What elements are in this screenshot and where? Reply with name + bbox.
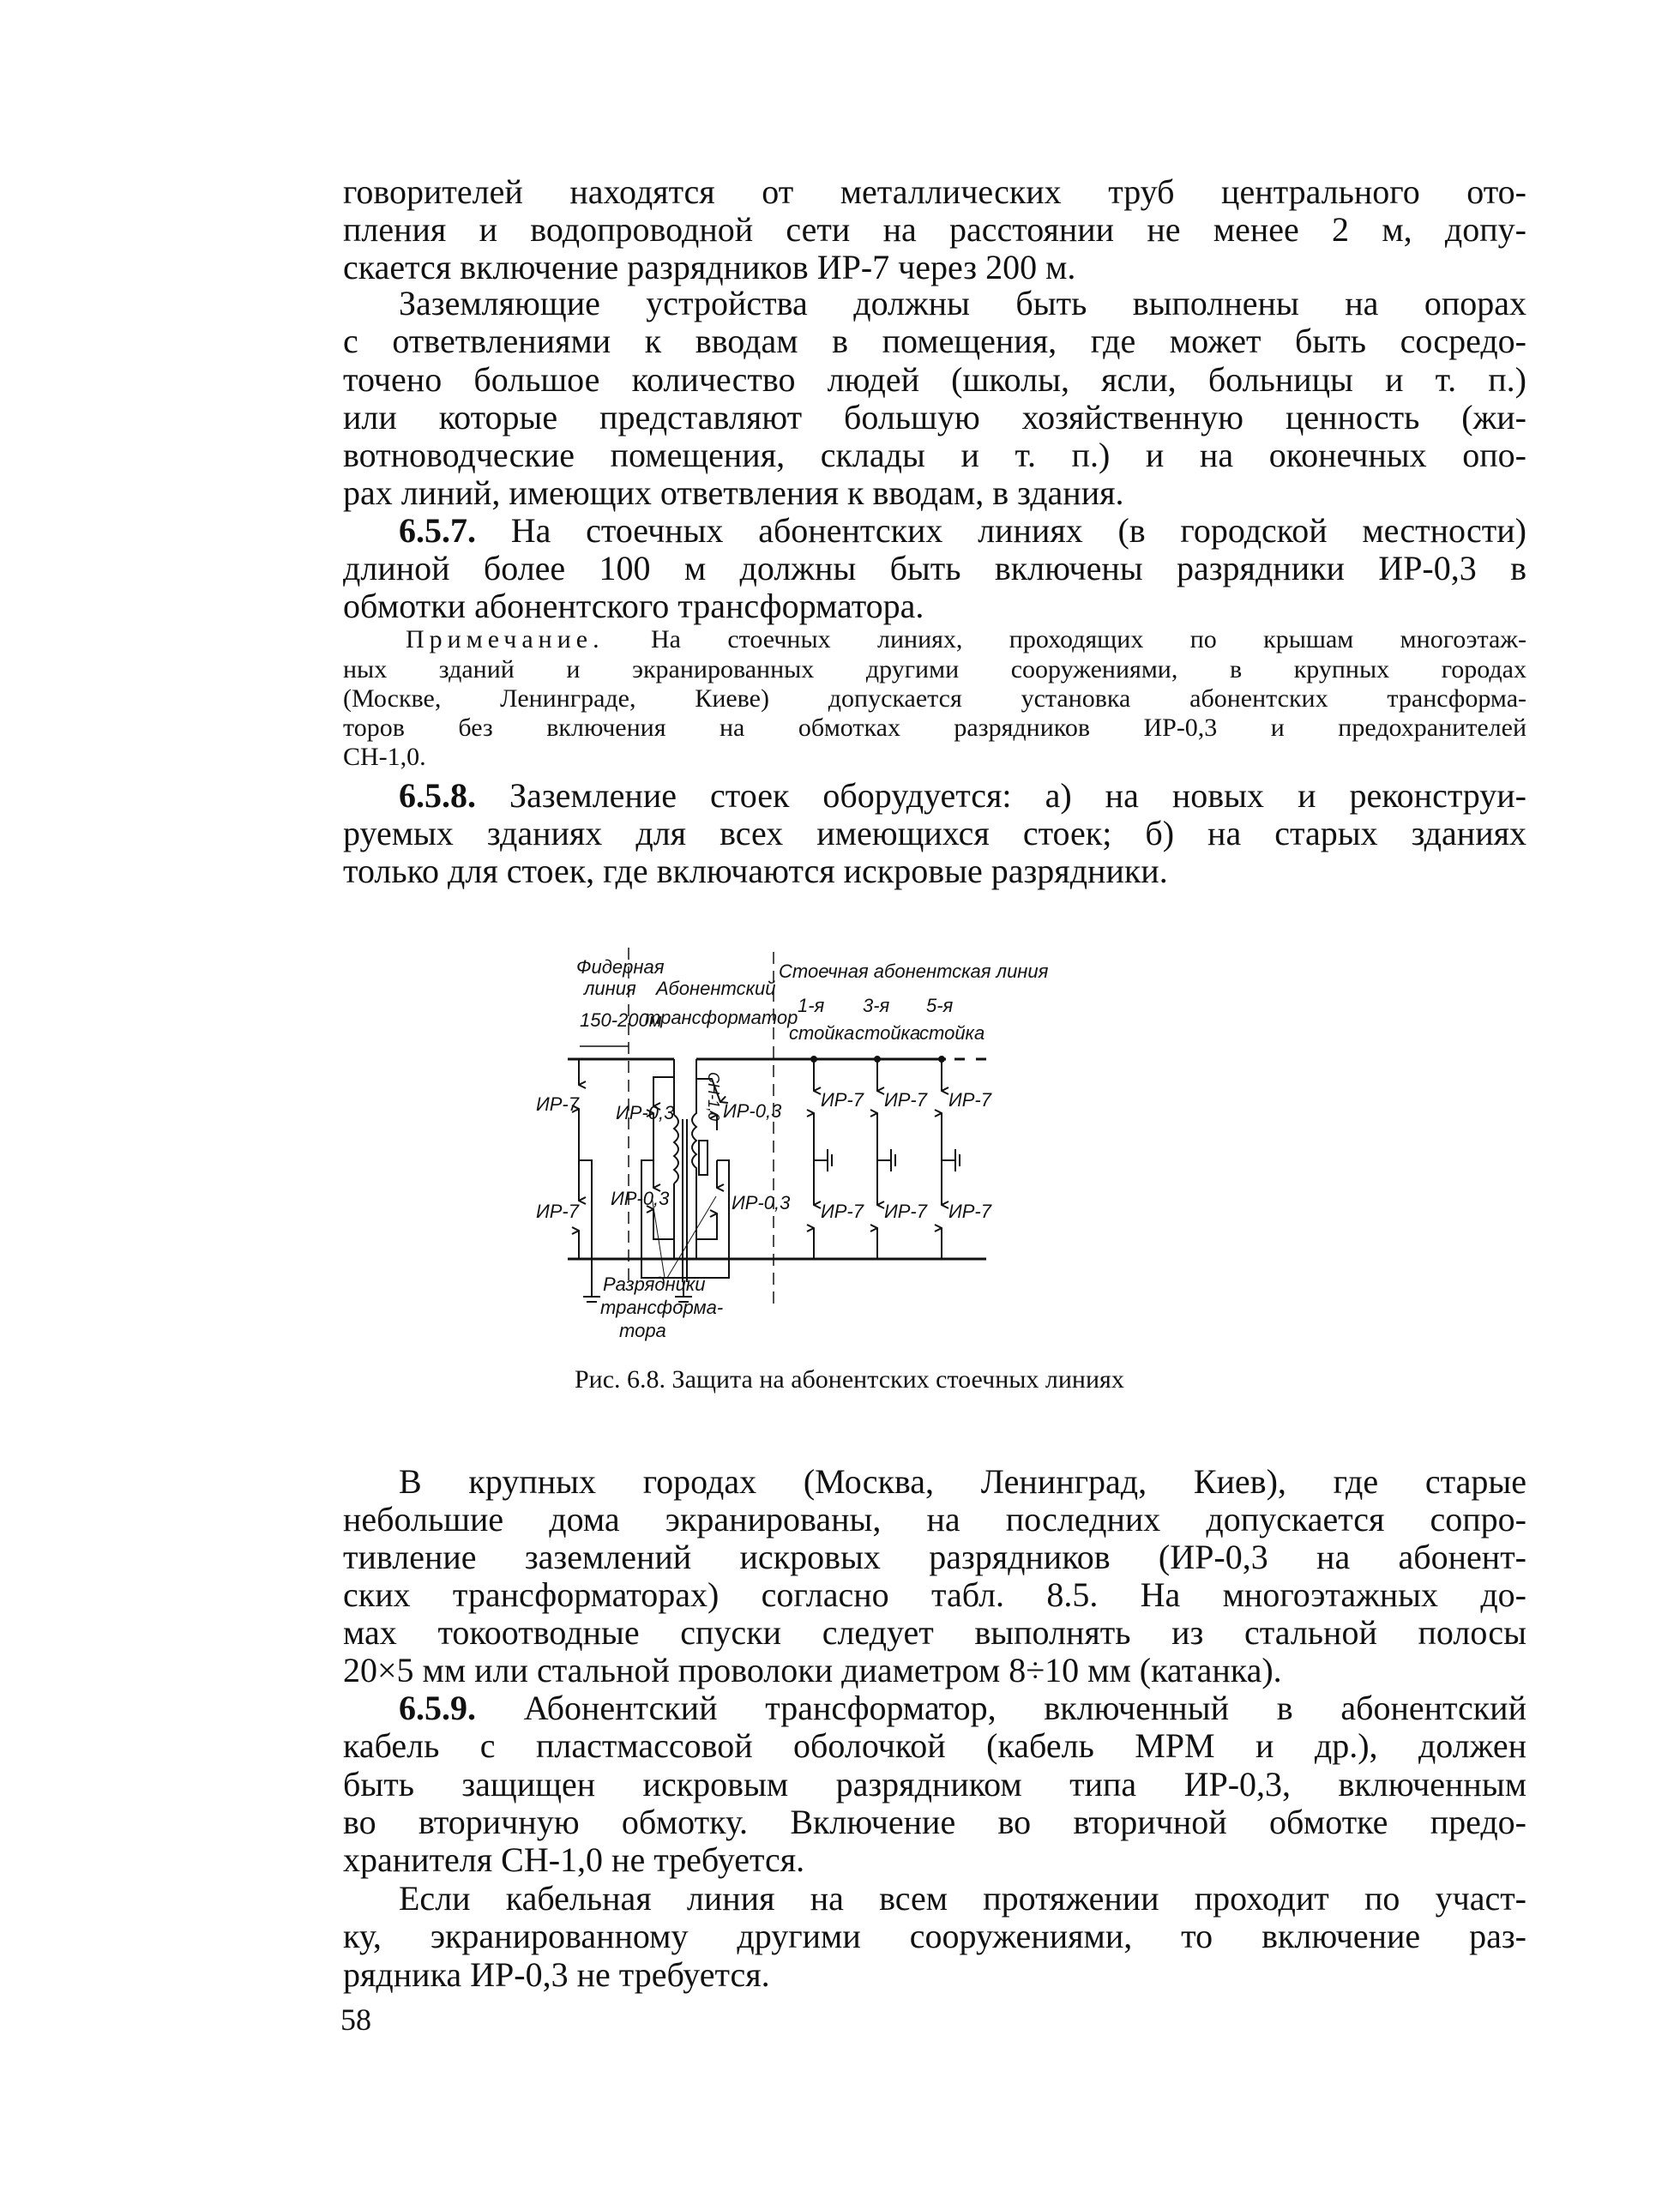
line-text: быть защищен искровым разрядником типа ИР-0,3, включенным	[343, 1765, 1526, 1804]
page-number: 58	[340, 2002, 371, 2037]
line-text: рах линий, имеющих ответвления к вводам, в здания.	[343, 473, 1124, 512]
line-text: хранителя СН-1,0 не требуется.	[343, 1840, 805, 1879]
line-text: мах токоотводные спуски следует выполнять из стальной полосы	[343, 1613, 1526, 1652]
line-text: ских трансформаторах) согласно табл. 8.5. На многоэтажных до-	[343, 1575, 1526, 1614]
line-text: небольшие дома экранированы, на последних допускается сопро-	[343, 1500, 1526, 1539]
label-ir03-1: ИР-0,3	[616, 1102, 675, 1123]
line-text: 20×5 мм или стальной проволоки диаметром 8÷10 мм (катанка).	[343, 1651, 1282, 1689]
figure-caption: Рис. 6.8. Защита на абонентских стоечных линиях	[575, 1365, 1124, 1394]
s658-number: 6.5.8.	[399, 776, 476, 815]
s657-number: 6.5.7.	[399, 511, 476, 550]
label-ir7-feeder-top: ИР-7	[536, 1093, 579, 1115]
label-feeder: Фидерная	[576, 956, 665, 978]
diagram-labels	[536, 956, 1049, 1341]
label-feeder-line: линия	[584, 978, 636, 999]
line-text: Заземляющие устройства должны быть выполнены на опорах	[399, 284, 1526, 322]
line-text: ных зданий и экранированных другими сооружениями, в крупных городах	[343, 655, 1526, 683]
label-riser-5: 5-я	[926, 995, 954, 1016]
label-ir03-3: ИР-0,3	[723, 1100, 782, 1122]
label-ir7-riser-3-top: ИР-7	[884, 1089, 927, 1111]
label-ir7-riser-5-bottom: ИР-7	[948, 1201, 991, 1222]
label-riser-3b: стойка	[855, 1022, 921, 1044]
line-text: точено большое количество людей (школы, ясли, больницы и т. п.)	[343, 360, 1526, 399]
line-text: руемых зданиях для всех имеющихся стоек; б) на старых зданиях	[343, 814, 1526, 852]
label-riser-5b: стойка	[919, 1022, 985, 1044]
line-text: торов без включения на обмотках разрядников ИР-0,3 и предохранителей	[343, 714, 1526, 742]
line-text: Заземление стоек оборудуется: а) на новых и реконструи-	[476, 776, 1526, 815]
riser-node	[939, 1057, 944, 1062]
line-text: На стоечных линиях, проходящих по крышам многоэтаж-	[604, 625, 1526, 653]
label-fuse: СН-1,0	[705, 1072, 722, 1122]
riser-node	[811, 1057, 816, 1062]
label-arresters-2: трансформа-	[600, 1297, 724, 1318]
line-text: кабель с пластмассовой оболочкой (кабель МРМ и др.), должен	[343, 1726, 1526, 1765]
line-text: На стоечных абонентских линиях (в городской местности)	[476, 511, 1526, 550]
line-text: длиной более 100 м должны быть включены разрядники ИР-0,3 в	[343, 549, 1526, 587]
line-text: скается включение разрядников ИР-7 через 200 м.	[343, 248, 1076, 286]
line-text: тивление заземлений искровых разрядников (ИР-0,3 на абонент-	[343, 1538, 1526, 1576]
label-riser-3: 3-я	[863, 995, 890, 1016]
line-text: во вторичную обмотку. Включение во вторичной обмотке предо-	[343, 1803, 1526, 1841]
line-text: пления и водопроводной сети на расстоянии не менее 2 м, допу-	[343, 210, 1526, 249]
line-text: только для стоек, где включаются искровые разрядники.	[343, 852, 1168, 890]
line-text: СН-1,0.	[343, 743, 426, 771]
label-ir03-4: ИР-0,3	[732, 1192, 791, 1213]
line-text: (Москве, Ленинграде, Киеве) допускается установка абонентских трансформа-	[343, 684, 1526, 713]
label-arresters-3: тора	[619, 1320, 666, 1341]
label-ir7-riser-5-top: ИР-7	[948, 1089, 991, 1111]
label-riser-1b: стойка	[789, 1022, 855, 1044]
label-ir7-riser-1-top: ИР-7	[821, 1089, 864, 1111]
line-text: с ответвлениями к вводам в помещения, где может быть сосредо-	[343, 322, 1526, 360]
line-text: или которые представляют большую хозяйственную ценность (жи-	[343, 398, 1526, 437]
line-text: вотноводческие помещения, склады и т. п.) и на оконечных опо-	[343, 436, 1526, 474]
note-number: Примечание.	[406, 625, 605, 653]
label-ir7-riser-3-bottom: ИР-7	[884, 1201, 927, 1222]
line-text: ку, экранированному другими сооружениями, то включение раз-	[343, 1917, 1526, 1955]
label-riser-line: Стоечная абонентская линия	[779, 960, 1049, 982]
riser-node	[875, 1057, 880, 1062]
label-ir03-2: ИР-0,3	[611, 1188, 670, 1209]
label-ir7-feeder-bottom: ИР-7	[536, 1201, 579, 1222]
s659-number: 6.5.9.	[399, 1689, 476, 1727]
label-ir7-riser-1-bottom: ИР-7	[821, 1201, 864, 1222]
line-text: Если кабельная линия на всем протяжении проходит по участ-	[399, 1879, 1526, 1918]
line-text: Абонентский трансформатор, включенный в абонентский	[476, 1689, 1526, 1727]
line-text: В крупных городах (Москва, Ленинград, Киев), где старые	[399, 1462, 1526, 1501]
line-text: обмотки абонентского трансформатора.	[343, 587, 924, 625]
label-riser-1: 1-я	[798, 995, 825, 1016]
line-text: говорителей находятся от металлических труб центрального ото-	[343, 172, 1526, 211]
label-arresters: Разрядники	[603, 1274, 706, 1295]
label-transformer: Абонентский	[656, 978, 776, 999]
label-transformer-2: трансформатор	[645, 1007, 798, 1028]
label-distance: 150-200м	[580, 1009, 662, 1031]
line-text: рядника ИР-0,3 не требуется.	[343, 1955, 770, 1994]
